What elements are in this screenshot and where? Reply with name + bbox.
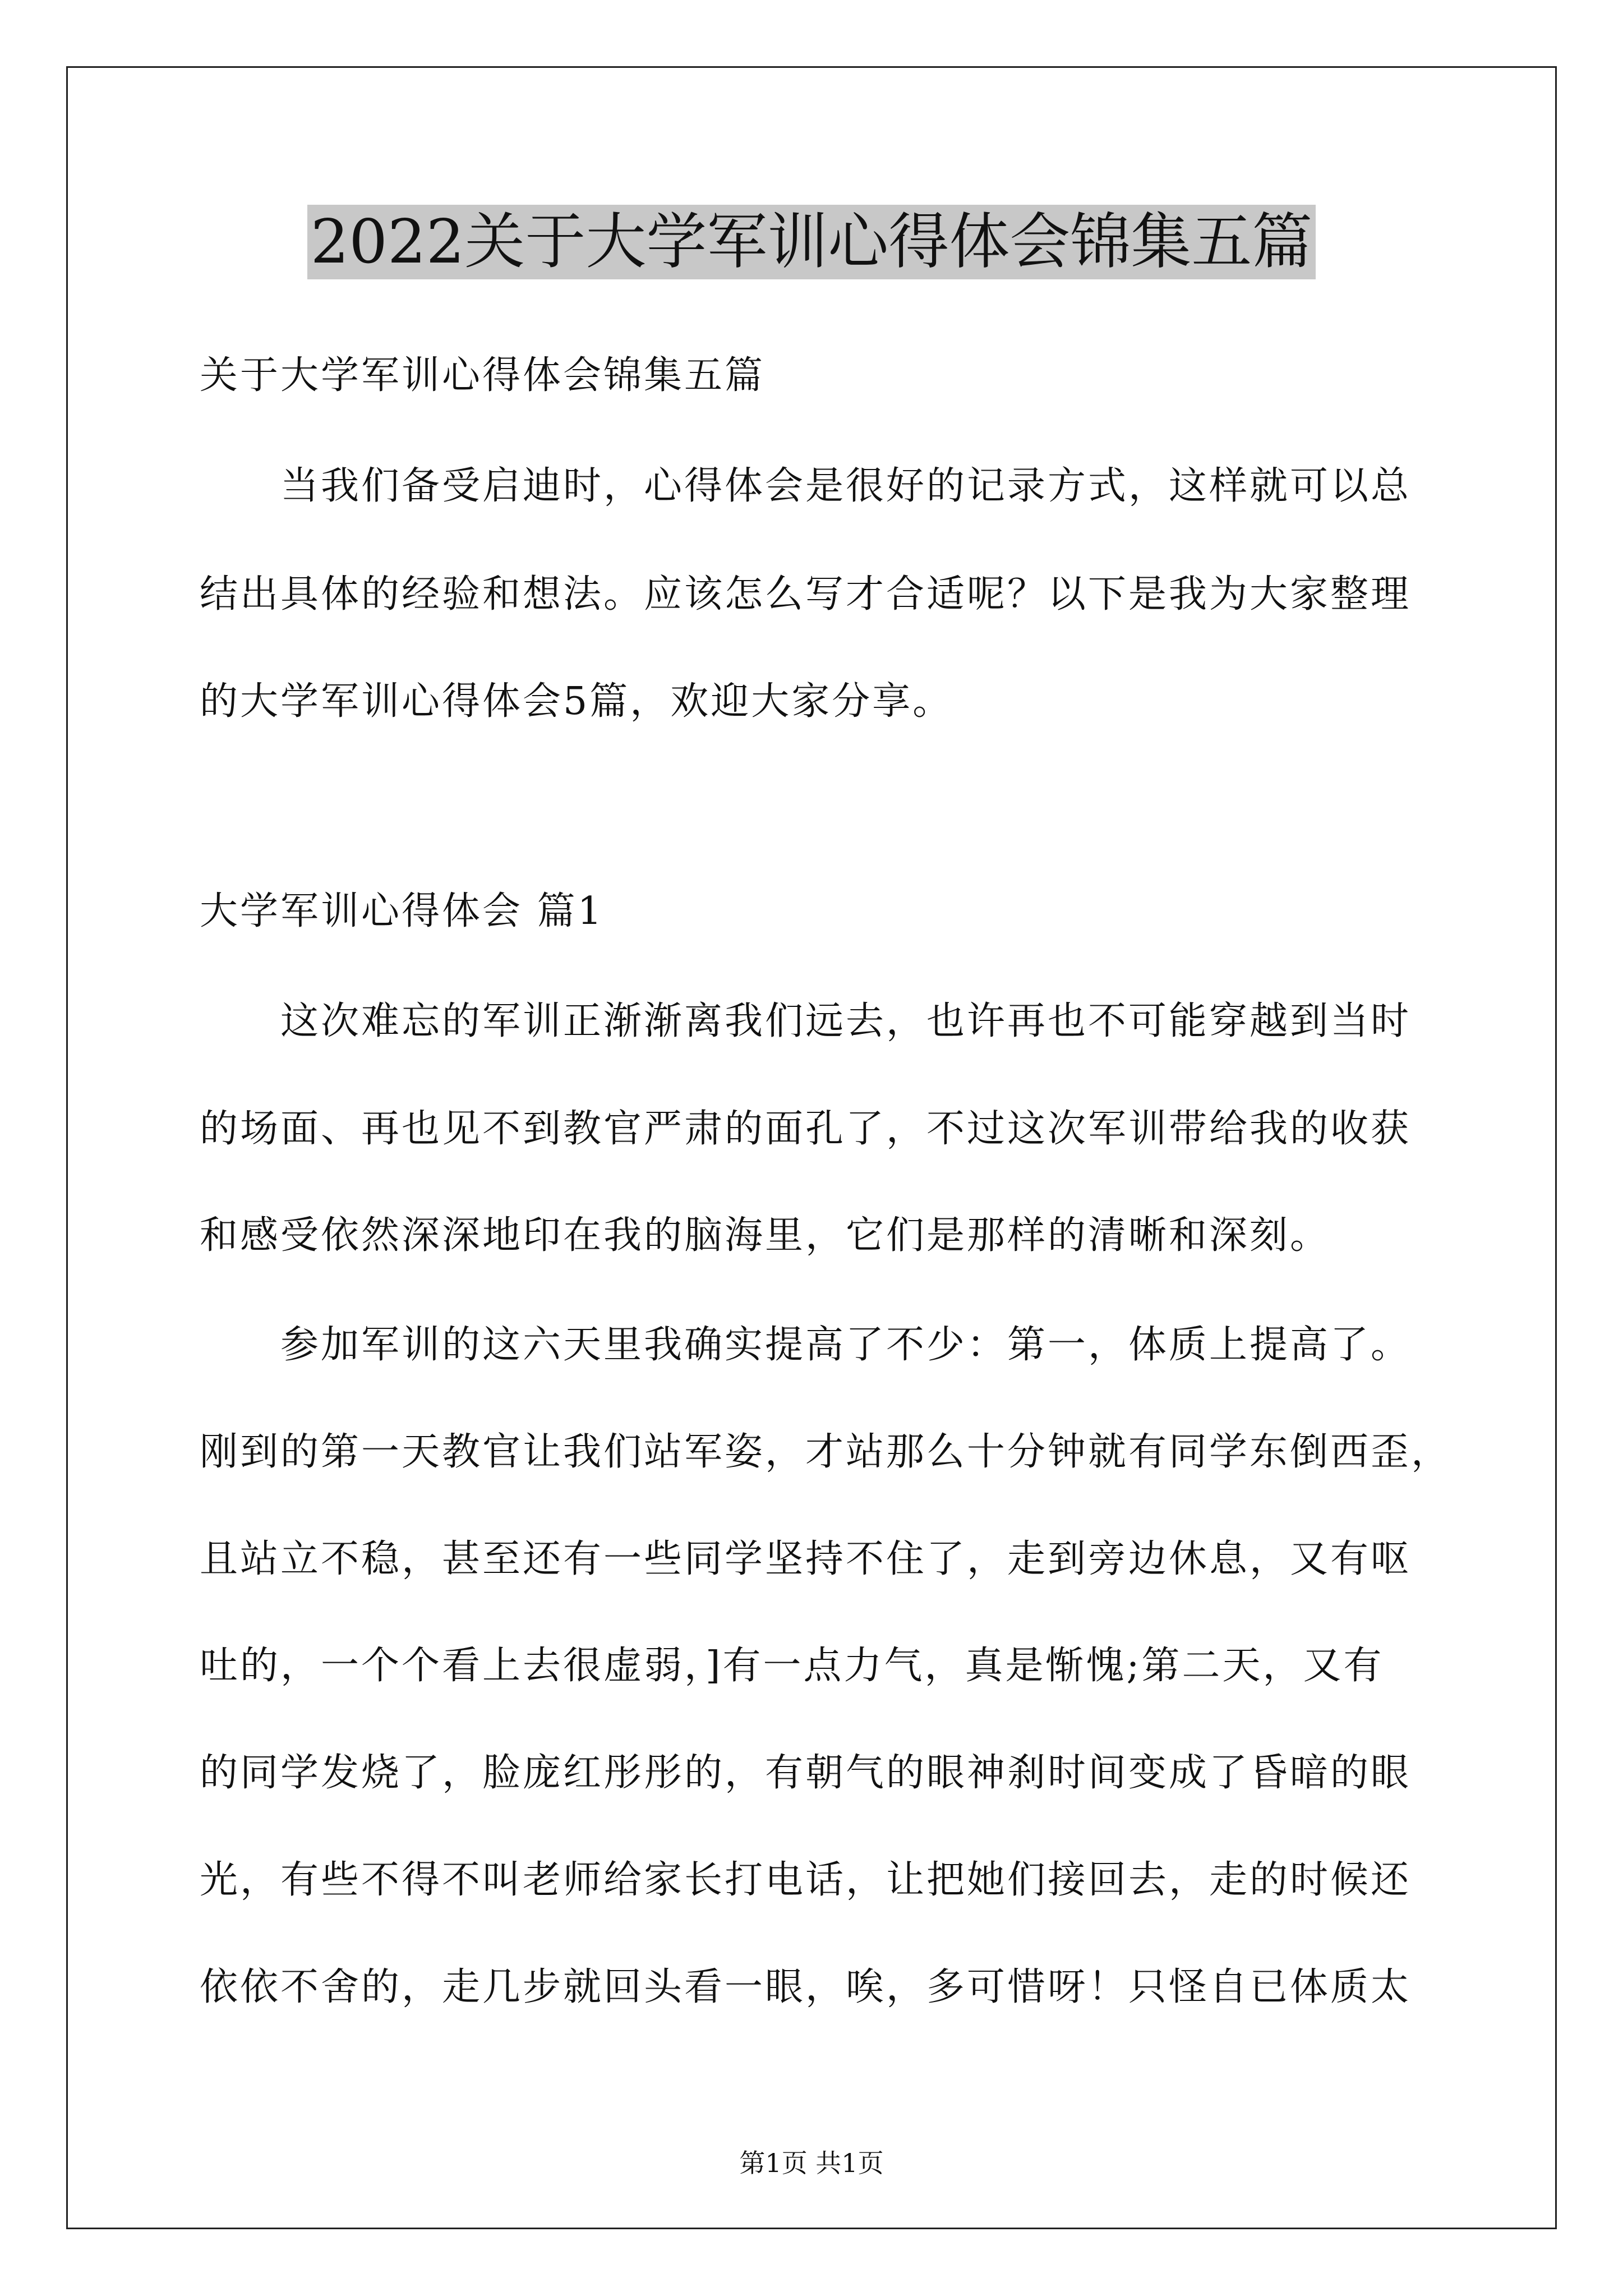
paragraph-line: 的同学发烧了，脸庞红彤彤的，有朝气的眼神刹时间变成了昏暗的眼 — [200, 1751, 1412, 1795]
paragraph-line: 参加军训的这六天里我确实提高了不少：第一，体质上提高了。 — [280, 1323, 1412, 1367]
document-subtitle: 关于大学军训心得体会锦集五篇 — [200, 353, 766, 398]
paragraph-line: 和感受依然深深地印在我的脑海里，它们是那样的清晰和深刻。 — [200, 1213, 1331, 1258]
paragraph-line: 的场面、再也见不到教官严肃的面孔了，不过这次军训带给我的收获 — [200, 1107, 1412, 1151]
document-title-text: 2022关于大学军训心得体会锦集五篇 — [307, 205, 1316, 279]
paragraph-line: 这次难忘的军训正渐渐离我们远去，也许再也不可能穿越到当时 — [280, 999, 1412, 1043]
intro-line: 的大学军训心得体会5篇，欢迎大家分享。 — [200, 679, 953, 724]
paragraph-line: 刚到的第一天教官让我们站军姿，才站那么十分钟就有同学东倒西歪， — [200, 1430, 1452, 1474]
paragraph-line: 且站立不稳，甚至还有一些同学坚持不住了，走到旁边休息，又有呕 — [200, 1537, 1412, 1581]
section-heading: 大学军训心得体会 篇1 — [200, 889, 604, 933]
paragraph-line: 光，有些不得不叫老师给家长打电话，让把她们接回去，走的时候还 — [200, 1858, 1412, 1902]
intro-line: 结出具体的经验和想法。应该怎么写才合适呢？以下是我为大家整理 — [200, 572, 1412, 616]
intro-line: 当我们备受启迪时，心得体会是很好的记录方式，这样就可以总 — [280, 464, 1412, 508]
paragraph-line: 依依不舍的，走几步就回头看一眼，唉，多可惜呀！只怪自已体质太 — [200, 1965, 1412, 2009]
document-title — [0, 203, 1623, 282]
paragraph-line: 吐的，一个个看上去很虚弱，]有一点力气，真是惭愧;第二天，又有 — [200, 1644, 1384, 1688]
page-number-footer: 第1页 共1页 — [739, 2148, 884, 2178]
